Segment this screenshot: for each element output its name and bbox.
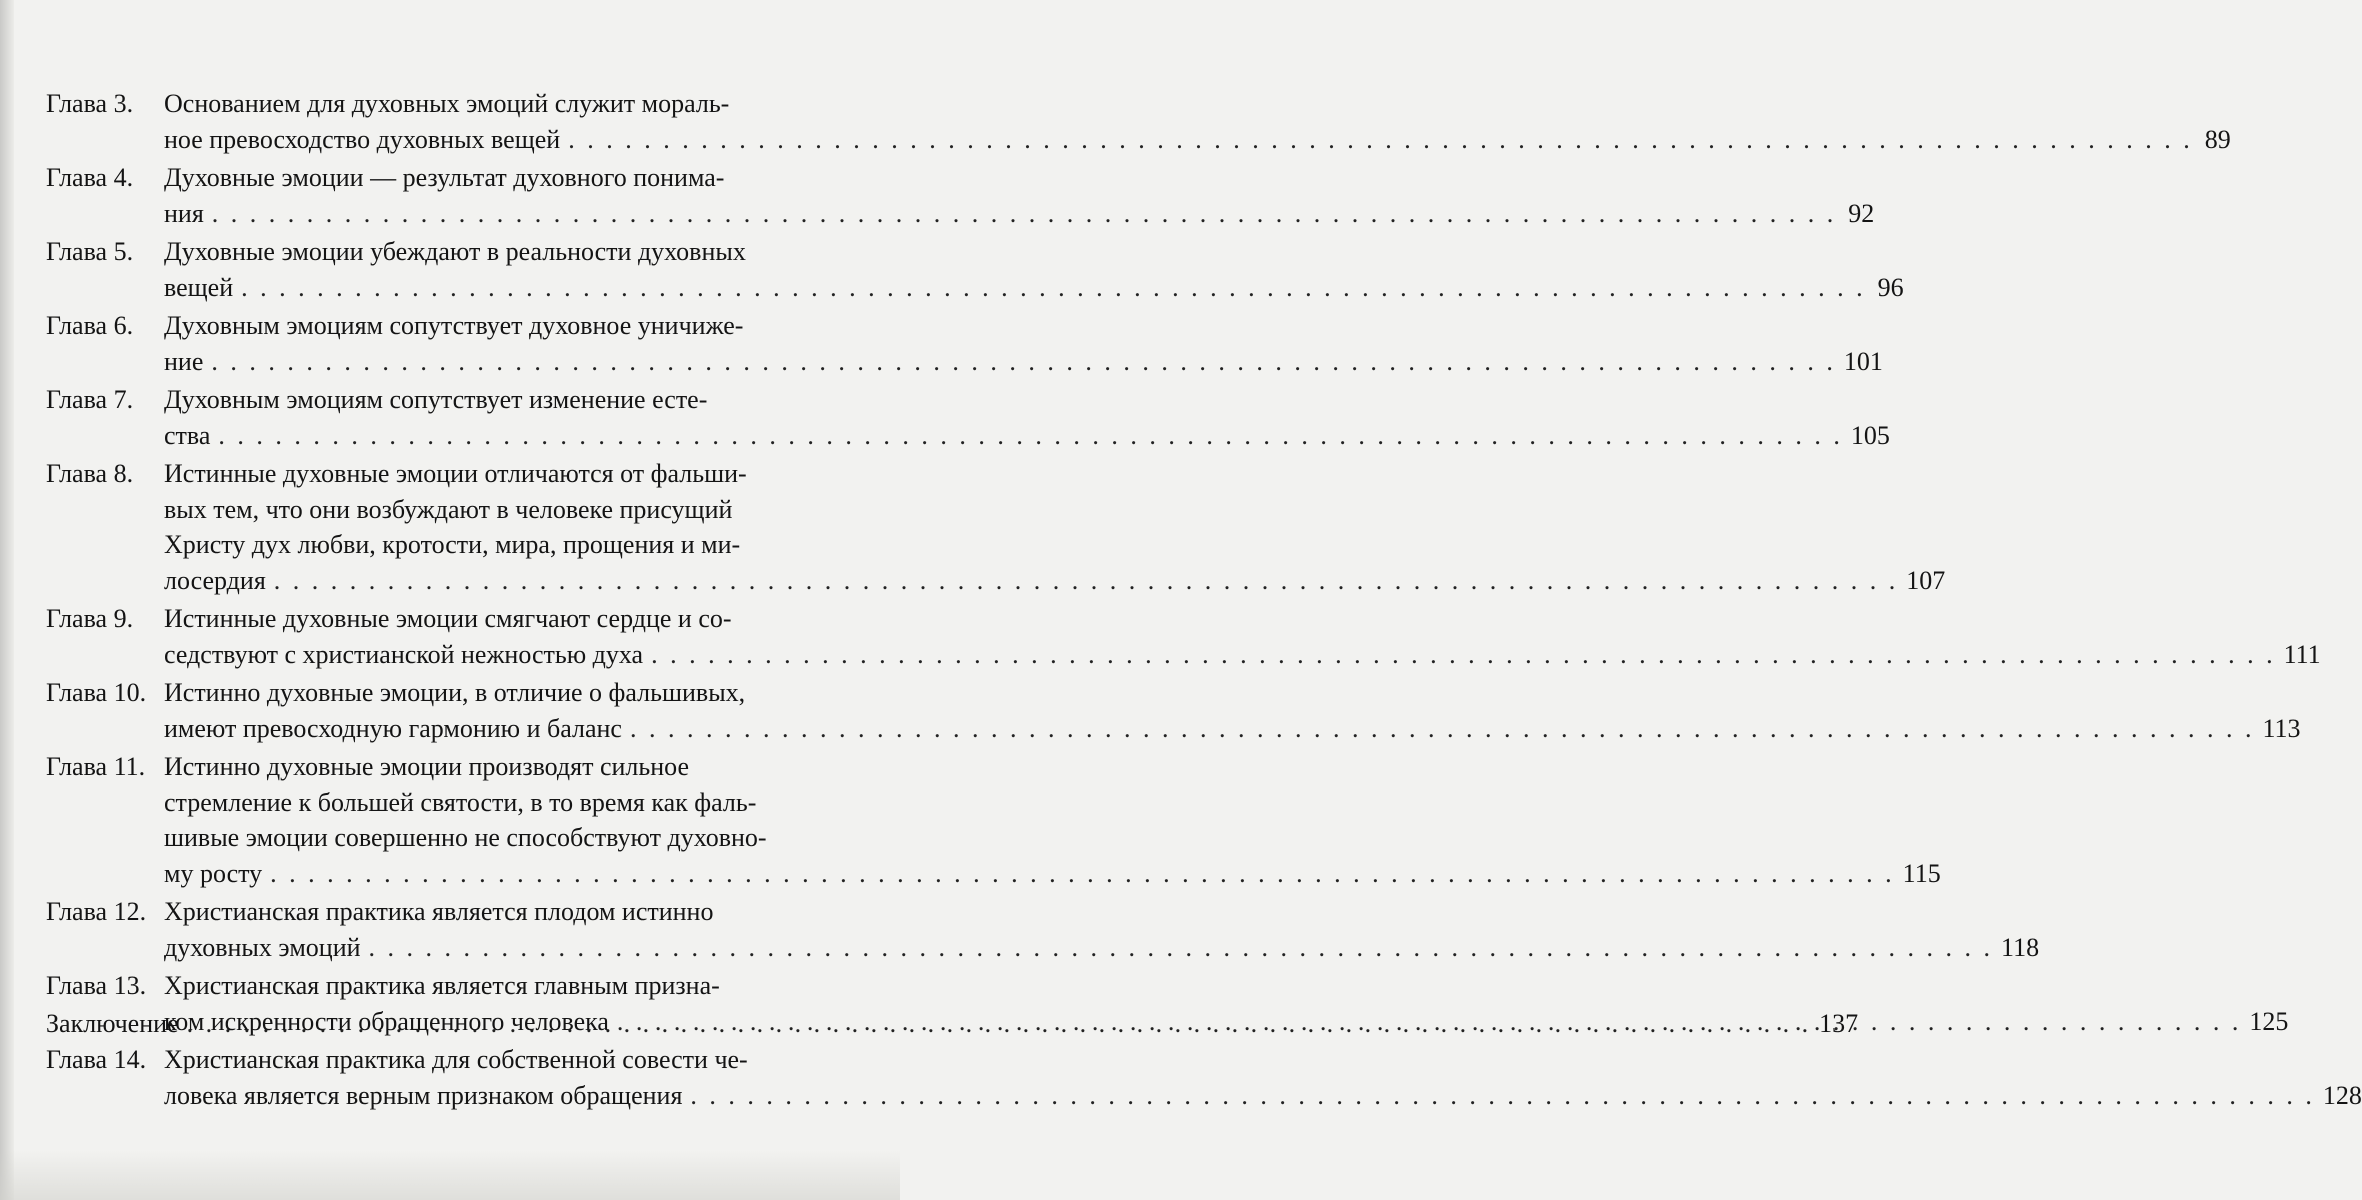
- chapter-title-text: Истинные духовные эмоции смягчают сердце и со-: [164, 604, 732, 633]
- chapter-title-line: [164, 122, 2231, 158]
- chapter-label: [46, 968, 164, 1004]
- dot-leader: [274, 563, 1899, 599]
- chapter-title: [164, 894, 2039, 965]
- page-number: 107: [1906, 565, 1946, 595]
- chapter-title-text: Христианская практика является плодом истинно: [164, 897, 714, 926]
- chapter-title: [164, 234, 1904, 305]
- chapter-word: Глава: [46, 971, 108, 1000]
- chapter-number: 9.: [113, 604, 134, 633]
- chapter-title-line: [164, 86, 2231, 122]
- chapter-word: Глава: [46, 459, 108, 488]
- chapter-label: [46, 308, 164, 344]
- dot-leader: [568, 122, 2193, 158]
- toc-entry: [46, 749, 1941, 891]
- chapter-word: Глава: [46, 237, 108, 266]
- chapter-title-text: седствуют с христианской нежностью духа: [164, 639, 644, 669]
- toc-entry: [46, 382, 1890, 453]
- chapter-title-text: Духовным эмоциям сопутствует изменение есте-: [164, 385, 708, 414]
- dot-leader: [630, 711, 2255, 747]
- dot-leader: [241, 270, 1866, 306]
- chapter-title: [164, 675, 2301, 746]
- page-number: 111: [2283, 639, 2321, 669]
- page-bottom-shadow: [0, 1150, 900, 1200]
- page-edge: [0, 0, 14, 1200]
- chapter-number: 8.: [113, 459, 134, 488]
- chapter-title: [164, 749, 1941, 891]
- page-number: 89: [2204, 124, 2231, 154]
- chapter-title: [164, 382, 1890, 453]
- chapter-title-line: [164, 234, 1904, 270]
- dot-leader: [651, 637, 2276, 673]
- chapter-title-text: му росту: [164, 858, 263, 888]
- page-number: 113: [2262, 713, 2301, 743]
- toc-entry: [46, 456, 1946, 598]
- chapter-title-text: ние: [164, 346, 204, 376]
- chapter-title-line: [164, 749, 1941, 785]
- chapter-title-text: Истинно духовные эмоции, в отличие о фальшивых,: [164, 678, 746, 707]
- chapter-title-line: [164, 601, 2321, 637]
- dot-leader: [187, 1006, 1812, 1042]
- chapter-word: Глава: [46, 678, 108, 707]
- chapter-title-line: [164, 675, 2301, 711]
- toc-entry: [46, 1042, 2362, 1113]
- toc-entry-conclusion: [46, 1006, 1859, 1042]
- chapter-label: [46, 601, 164, 637]
- chapter-title-text: Христианская практика является главным призна-: [164, 971, 720, 1000]
- dot-leader: [211, 344, 1836, 380]
- chapter-number: 6.: [113, 311, 134, 340]
- chapter-title-text: вых тем, что они возбуждают в человеке присущий: [164, 494, 733, 524]
- chapter-title-text: Основанием для духовных эмоций служит мораль-: [164, 89, 730, 118]
- conclusion-title: Заключение: [46, 1009, 179, 1038]
- chapter-title-text: стремление к большей святости, в то время как фаль-: [164, 787, 757, 817]
- chapter-label: [46, 160, 164, 196]
- dot-leader: [218, 418, 1843, 454]
- chapter-word: Глава: [46, 89, 108, 118]
- page-number: 92: [1848, 198, 1875, 228]
- toc-entry: [46, 308, 1883, 379]
- chapter-title-line: [164, 418, 1890, 454]
- chapter-title-text: ное превосходство духовных вещей: [164, 124, 561, 154]
- chapter-title-text: ния: [164, 198, 204, 228]
- page-number: 115: [1902, 858, 1941, 888]
- chapter-title-line: [164, 160, 1874, 196]
- chapter-word: Глава: [46, 163, 108, 192]
- chapter-title-line: [164, 456, 1945, 492]
- toc-entry: [46, 601, 2321, 672]
- chapter-title-line: [164, 785, 1941, 821]
- chapter-number: 7.: [113, 385, 134, 414]
- entry-gap: [46, 1113, 826, 1116]
- chapter-title-text: Истинно духовные эмоции производят сильное: [164, 752, 690, 781]
- page-number: 128: [2322, 1080, 2362, 1110]
- chapter-title-text: вещей: [164, 272, 234, 302]
- chapter-word: Глава: [46, 604, 108, 633]
- chapter-title-line: [164, 637, 2321, 673]
- chapter-title-line: [164, 1078, 2362, 1114]
- conclusion-page-number: 137: [1819, 1009, 1859, 1038]
- chapter-title-text: Истинные духовные эмоции отличаются от фальши-: [164, 459, 747, 488]
- chapter-title-line: [164, 344, 1883, 380]
- chapter-title-line: [164, 930, 2039, 966]
- chapter-title-line: [164, 820, 1941, 856]
- chapter-label: [46, 675, 164, 711]
- toc-entry: [46, 160, 1875, 231]
- chapter-word: Глава: [46, 311, 108, 340]
- chapter-label: [46, 1042, 164, 1078]
- chapter-title-text: Духовные эмоции убеждают в реальности духовных: [164, 237, 746, 266]
- chapter-title-text: шивые эмоции совершенно не способствуют духовно-: [164, 823, 767, 852]
- chapter-word: Глава: [46, 1045, 108, 1074]
- chapter-number: 12.: [113, 897, 147, 926]
- chapter-title-text: ловека является верным признаком обращения: [164, 1080, 683, 1110]
- chapter-title-text: имеют превосходную гармонию и баланс: [164, 713, 622, 743]
- chapter-title: [164, 86, 2231, 157]
- chapter-word: Глава: [46, 752, 108, 781]
- page-number: 105: [1850, 420, 1890, 450]
- chapter-word: Глава: [46, 897, 108, 926]
- chapter-title: [164, 308, 1883, 379]
- page-number: 96: [1877, 272, 1904, 302]
- toc-entry: [46, 234, 1904, 305]
- chapter-title-line: [164, 527, 1945, 563]
- chapter-title-line: [164, 968, 2288, 1004]
- chapter-label: [46, 894, 164, 930]
- chapter-label: [46, 382, 164, 418]
- page-number: 101: [1843, 346, 1883, 376]
- chapter-title-text: духовных эмоций: [164, 932, 361, 962]
- chapter-number: 14.: [113, 1045, 147, 1074]
- chapter-number: 5.: [113, 237, 134, 266]
- chapter-title-text: Духовным эмоциям сопутствует духовное уничиже-: [164, 311, 744, 340]
- toc-entry: [46, 86, 2231, 157]
- chapter-title: [164, 456, 1945, 598]
- chapter-label: [46, 749, 164, 785]
- chapter-title-line: [164, 1042, 2362, 1078]
- dot-leader: [212, 196, 1837, 232]
- toc-entry: [46, 894, 2040, 965]
- chapter-number: 13.: [113, 971, 147, 1000]
- chapter-title-line: [164, 196, 1874, 232]
- chapter-title: [164, 601, 2321, 672]
- dot-leader: [369, 930, 1994, 966]
- chapter-title-text: лосердия: [164, 565, 266, 595]
- chapter-title-line: [164, 563, 1945, 599]
- chapter-title-line: [164, 382, 1890, 418]
- chapter-word: Глава: [46, 385, 108, 414]
- chapter-title-text: Духовные эмоции — результат духовного понима-: [164, 163, 725, 192]
- chapter-number: 10.: [113, 678, 147, 707]
- page-number: 118: [2001, 932, 2040, 962]
- chapter-title-line: [164, 270, 1904, 306]
- chapter-title-text: Христианская практика для собственной совести че-: [164, 1045, 748, 1074]
- chapter-label: [46, 234, 164, 270]
- chapter-title: [164, 1042, 2362, 1113]
- chapter-title-line: [164, 492, 1945, 528]
- chapter-label: [46, 456, 164, 492]
- chapter-title-text: ком искренности обращенного человека: [164, 1006, 609, 1036]
- chapter-number: 11.: [113, 752, 146, 781]
- chapter-title: [164, 160, 1874, 231]
- chapter-title-line: [164, 308, 1883, 344]
- chapter-title-line: [164, 711, 2301, 747]
- chapter-title-line: [164, 894, 2039, 930]
- dot-leader: [690, 1078, 2315, 1114]
- chapter-label: [46, 86, 164, 122]
- chapter-title-text: Христу дух любви, кротости, мира, прощения и ми-: [164, 530, 741, 559]
- chapter-title-text: ства: [164, 420, 211, 450]
- chapter-number: 3.: [113, 89, 134, 118]
- chapter-title-line: [164, 856, 1941, 892]
- toc-entry: [46, 675, 2301, 746]
- chapter-number: 4.: [113, 163, 134, 192]
- dot-leader: [270, 856, 1895, 892]
- page-number: 125: [2249, 1006, 2289, 1036]
